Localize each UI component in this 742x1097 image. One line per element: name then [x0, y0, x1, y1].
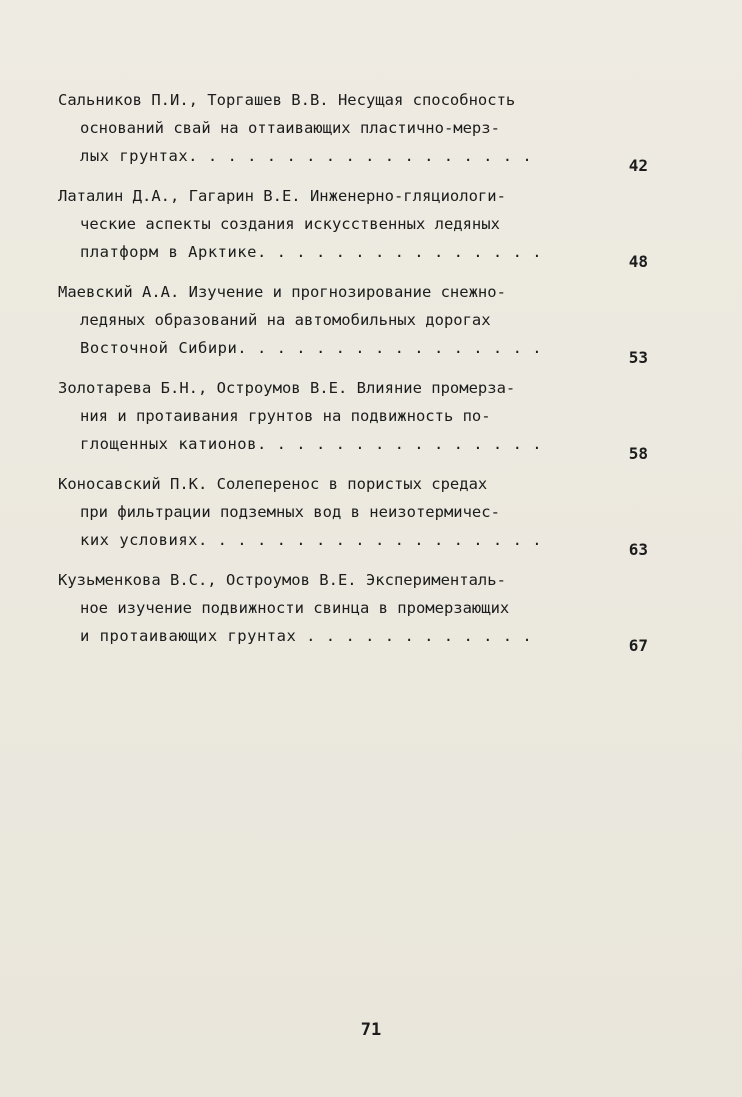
entry-page-number: 53	[628, 348, 648, 367]
entry-title-text: глощенных катионов. . . . . . . . . . . . . . .	[80, 435, 543, 453]
entry-title-line: ледяных образований на автомобильных дорогах	[80, 311, 491, 329]
entry-page-number: 63	[628, 540, 648, 559]
entry-title-line: ное изучение подвижности свинца в промерзающих	[80, 599, 510, 617]
toc-entry	[58, 566, 648, 655]
entry-title-line: Кузьменкова В.С., Остроумов В.Е. Эксперименталь-	[58, 571, 506, 589]
entry-title-line: ния и протаивания грунтов на подвижность по-	[80, 407, 491, 425]
entry-title-line	[58, 142, 648, 175]
entry-title-text: Восточной Сибири. . . . . . . . . . . . . . . .	[80, 339, 543, 357]
entry-title-line: при фильтрации подземных вод в неизотермичес-	[80, 503, 500, 521]
entry-page-number: 67	[628, 636, 648, 655]
entry-title-text: платформ в Арктике. . . . . . . . . . . . . . .	[80, 243, 543, 261]
entry-title-line	[58, 334, 648, 367]
page-number-footer: 71	[360, 1020, 382, 1040]
toc-entry	[58, 374, 648, 463]
entry-title-line: Маевский А.А. Изучение и прогнозирование снежно-	[58, 283, 506, 301]
entry-page-number: 48	[628, 252, 648, 271]
entry-title-line	[58, 622, 648, 655]
toc-entry	[58, 278, 648, 367]
table-of-contents	[58, 86, 648, 662]
entry-title-line: ческие аспекты создания искусственных ледяных	[80, 215, 500, 233]
entry-title-line: оснований свай на оттаивающих пластично-мерз-	[80, 119, 500, 137]
entry-title-line	[58, 238, 648, 271]
entry-title-text: и протаивающих грунтах . . . . . . . . . . . .	[80, 627, 533, 645]
toc-entry	[58, 470, 648, 559]
entry-page-number: 42	[628, 156, 648, 175]
entry-title-line: Золотарева Б.Н., Остроумов В.Е. Влияние промерза-	[58, 379, 516, 397]
entry-title-line: Латалин Д.А., Гагарин В.Е. Инженерно-гляциологи-	[58, 187, 506, 205]
entry-title-line	[58, 526, 648, 559]
toc-entry	[58, 182, 648, 271]
entry-title-line	[58, 430, 648, 463]
entry-page-number: 58	[628, 444, 648, 463]
entry-title-line: Коносавский П.К. Солеперенос в пористых средах	[58, 475, 488, 493]
entry-title-text: ких условиях. . . . . . . . . . . . . . . . . .	[80, 531, 543, 549]
entry-title-text: лых грунтах. . . . . . . . . . . . . . . . . .	[80, 147, 533, 165]
entry-title-line: Сальников П.И., Торгашев В.В. Несущая способность	[58, 91, 516, 109]
toc-entry	[58, 86, 648, 175]
